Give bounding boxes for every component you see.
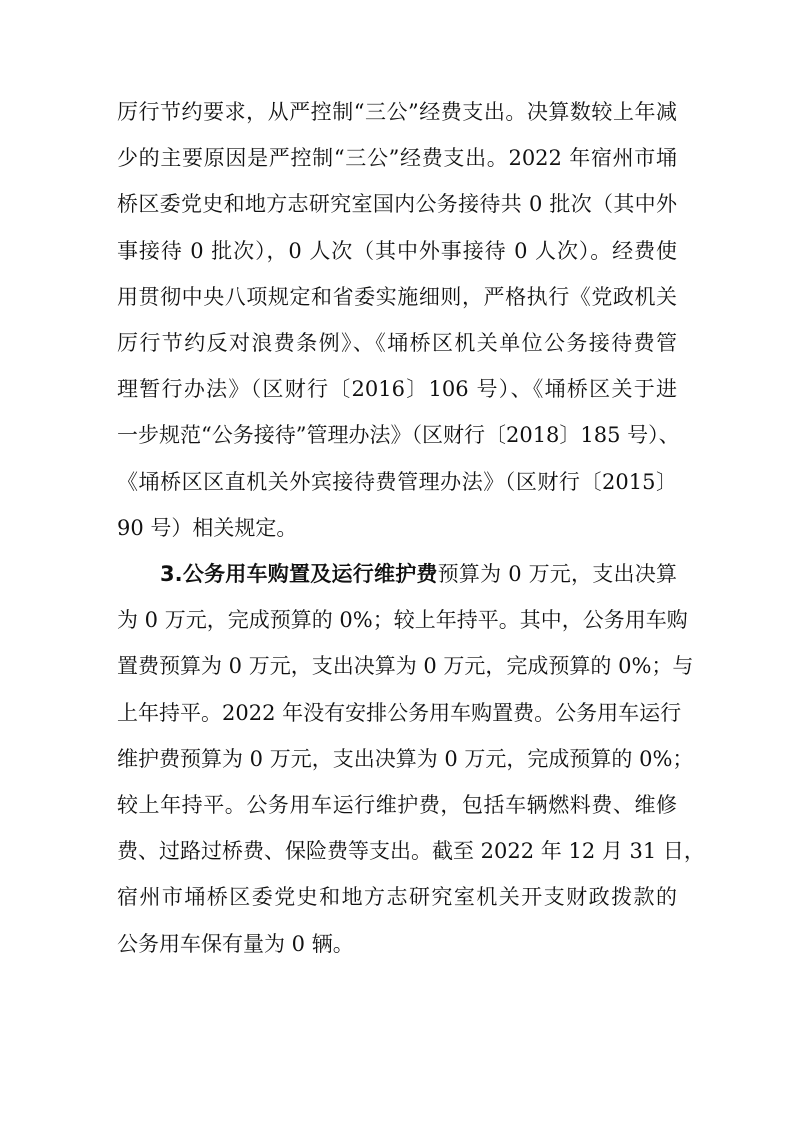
text-line: 桥区委党史和地方志研究室国内公务接待共 0 批次（其中外 (117, 192, 677, 217)
text-line: 上年持平。2022 年没有安排公务用车购置费。公务用车运行 (117, 700, 682, 725)
text-line: 公务用车保有量为 0 辆。 (117, 931, 354, 956)
text-line: 90 号）相关规定。 (117, 515, 298, 540)
text-line: 为 0 万元，完成预算的 0%；较上年持平。其中，公务用车购 (117, 608, 688, 633)
text-line: 一步规范“公务接待”管理办法》（区财行〔2018〕185 号）、 (117, 423, 680, 448)
text-line: 理暂行办法》（区财行〔2016〕106 号）、《埇桥区关于进 (117, 377, 677, 402)
paragraph-first-line (160, 554, 677, 594)
text-line: 宿州市埇桥区委党史和地方志研究室机关开支财政拨款的 (117, 885, 677, 910)
text-line: 少的主要原因是严控制“三公”经费支出。2022 年宿州市埇 (117, 146, 677, 171)
text-line: 较上年持平。公务用车运行维护费，包括车辆燃料费、维修 (117, 793, 677, 817)
text-line: 厉行节约要求，从严控制“三公”经费支出。决算数较上年减 (117, 100, 677, 124)
text-line: 用贯彻中央八项规定和省委实施细则，严格执行《党政机关 (117, 284, 677, 309)
text-line: 置费预算为 0 万元，支出决算为 0 万元，完成预算的 0%；与 (117, 654, 694, 679)
text-line: 厉行节约反对浪费条例》、《埇桥区机关单位公务接待费管 (117, 331, 677, 355)
text-run: 预算为 0 万元，支出决算 (437, 562, 677, 586)
text-line: 费、过路过桥费、保险费等支出。截至 2022 年 12 月 31 日， (117, 839, 705, 864)
text-line: 事接待 0 批次），0 人次（其中外事接待 0 人次）。经费使 (117, 238, 677, 263)
text-line: 维护费预算为 0 万元，支出决算为 0 万元，完成预算的 0%； (117, 746, 694, 771)
section-heading: 3.公务用车购置及运行维护费 (160, 562, 438, 586)
text-line: 《埇桥区区直机关外宾接待费管理办法》（区财行〔2015〕 (117, 469, 677, 494)
